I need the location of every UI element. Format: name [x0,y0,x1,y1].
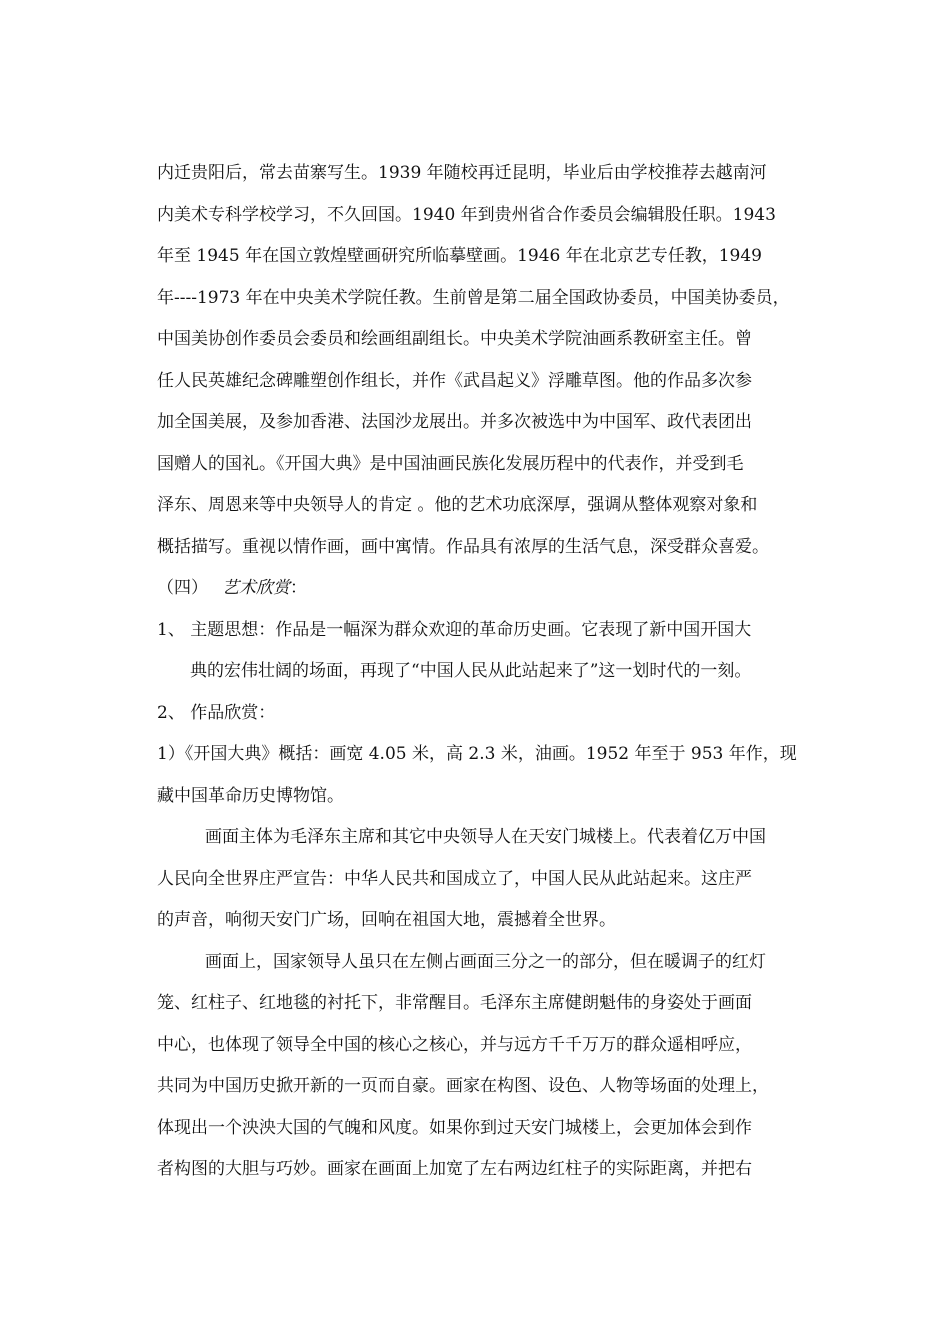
body-line: 国赠人的国礼。《开国大典》是中国油画民族化发展历程中的代表作，并受到毛 [157,454,744,474]
list-item-1: 1、 主题思想：作品是一幅深为群众欢迎的革命历史画。它表现了新中国开国大 [157,620,752,640]
paragraph-line: 中心，也体现了领导全中国的核心之核心，并与远方千千万万的群众遥相呼应， [157,1035,752,1055]
paragraph-line: 笼、红柱子、红地毯的衬托下，非常醒目。毛泽东主席健朗魁伟的身姿处于画面 [157,993,752,1013]
body-line: 年----1973 年在中央美术学院任教。生前曾是第二届全国政协委员，中国美协委员， [157,288,790,308]
body-line: 任人民英雄纪念碑雕塑创作组长，并作《武昌起义》浮雕草图。他的作品多次参 [157,371,752,391]
section-title: 艺术欣赏 [222,578,290,598]
body-line: 内迁贵阳后，常去苗寨写生。1939 年随校再迁昆明，毕业后由学校推荐去越南河 [157,163,767,183]
body-line: 泽东、周恩来等中央领导人的肯定 。他的艺术功底深厚，强调从整体观察对象和 [157,495,758,515]
paragraph-line: 画面上，国家领导人虽只在左侧占画面三分之一的部分，但在暖调子的红灯 [205,952,766,972]
paragraph-line: 的声音，响彻天安门广场，回响在祖国大地，震撼着全世界。 [157,910,616,930]
body-line: 年至 1945 年在国立敦煌壁画研究所临摹壁画。1946 年在北京艺专任教，1949 [157,246,763,266]
body-line: 内美术专科学校学习，不久回国。1940 年到贵州省合作委员会编辑股任职。1943 [157,205,776,225]
body-line: 加全国美展，及参加香港、法国沙龙展出。并多次被选中为中国军、政代表团出 [157,412,752,432]
sub-item-1-continuation: 藏中国革命历史博物馆。 [157,786,344,806]
paragraph-line: 者构图的大胆与巧妙。画家在画面上加宽了左右两边红柱子的实际距离，并把右 [157,1159,752,1179]
paragraph-line: 人民向全世界庄严宣告：中华人民共和国成立了，中国人民从此站起来。这庄严 [157,869,752,889]
sub-item-1: 1）《开国大典》概括：画宽 4.05 米，高 2.3 米，油画。1952 年至于 953 年作，现 [157,744,797,764]
paragraph-line: 共同为中国历史掀开新的一页而自豪。画家在构图、设色、人物等场面的处理上， [157,1076,769,1096]
list-item-1-continuation: 典的宏伟壮阔的场面，再现了“中国人民从此站起来了”这一划时代的一刻。 [190,661,752,681]
list-item-2: 2、 作品欣赏： [157,703,276,723]
section-heading [157,577,307,599]
body-line: 概括描写。重视以情作画，画中寓情。作品具有浓厚的生活气息，深受群众喜爱。 [157,537,769,557]
section-number: （四） [157,578,208,598]
paragraph-line: 画面主体为毛泽东主席和其它中央领导人在天安门城楼上。代表着亿万中国 [205,827,766,847]
section-colon: ： [290,578,307,598]
body-line: 中国美协创作委员会委员和绘画组副组长。中央美术学院油画系教研室主任。曾 [157,329,752,349]
paragraph-line: 体现出一个泱泱大国的气魄和风度。如果你到过天安门城楼上，会更加体会到作 [157,1118,752,1138]
